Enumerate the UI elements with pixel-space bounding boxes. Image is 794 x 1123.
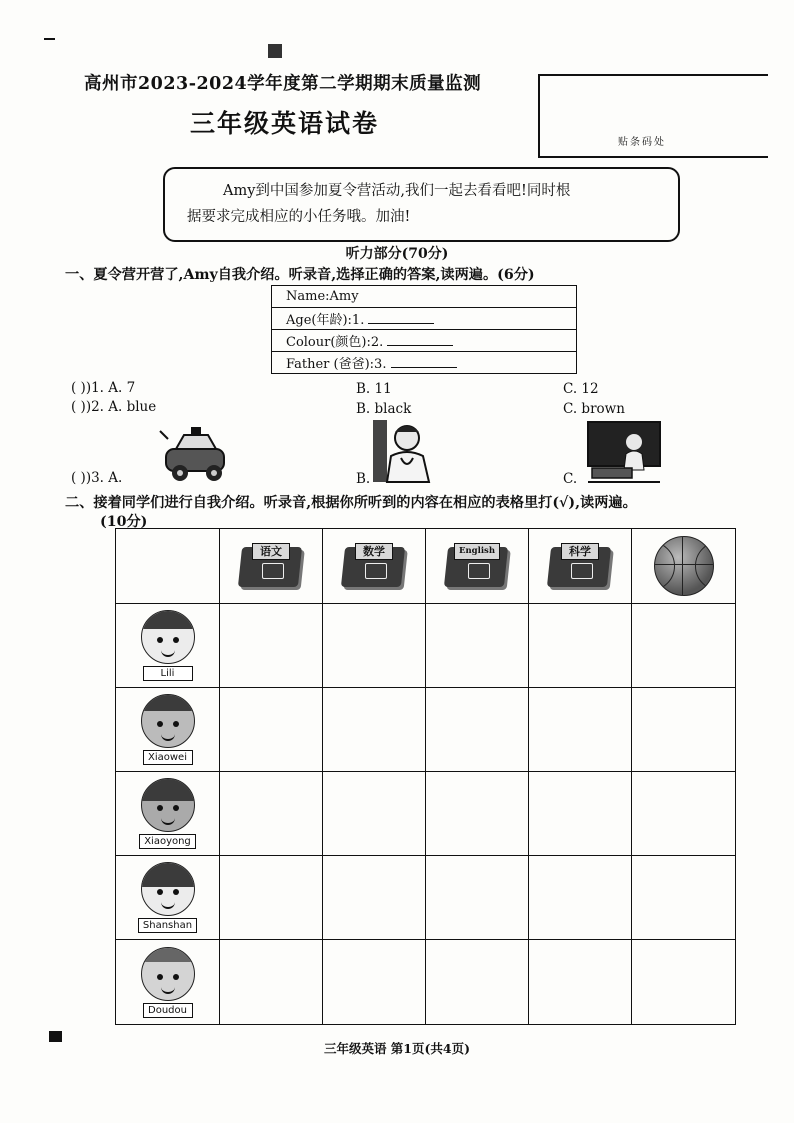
amy-info-table <box>271 285 577 374</box>
check-cell[interactable] <box>529 940 632 1025</box>
student-cell <box>116 604 220 688</box>
q2-row <box>71 399 156 415</box>
grid-row-doudou <box>116 940 736 1025</box>
barcode-area <box>538 74 768 158</box>
info-row-colour: Colour(颜色):2. <box>272 330 577 352</box>
q3-option-a: )3. A. <box>85 470 123 486</box>
check-cell[interactable] <box>632 772 736 856</box>
info-row-age: Age(年龄):1. <box>272 308 577 330</box>
subject-chinese-cell <box>220 529 323 604</box>
check-cell[interactable] <box>426 940 529 1025</box>
answer-blank[interactable] <box>387 333 453 346</box>
check-cell[interactable] <box>632 688 736 772</box>
barcode-label: 贴条码处 <box>618 137 666 148</box>
page-footer: 三年级英语 第1页(共4页) <box>323 1041 471 1056</box>
check-cell[interactable] <box>426 604 529 688</box>
girl-avatar-icon <box>141 947 195 1001</box>
q3-option-b: B. <box>356 471 371 487</box>
q2-option-b: B. black <box>356 401 412 417</box>
check-cell[interactable] <box>632 940 736 1025</box>
check-cell[interactable] <box>632 856 736 940</box>
student-name: Shanshan <box>138 918 197 933</box>
check-cell[interactable] <box>426 772 529 856</box>
subject-english-cell <box>426 529 529 604</box>
exam-title-line1: 高州市2023-2024学年度第二学期期末质量监测 <box>84 74 482 94</box>
section1-heading: 一、夏令营开营了,Amy自我介绍。听录音,选择正确的答案,读两遍。(6分) <box>65 267 535 283</box>
grid-corner-cell <box>116 529 220 604</box>
check-cell[interactable] <box>220 856 323 940</box>
girl-avatar-icon <box>141 862 195 916</box>
self-intro-grid <box>115 528 736 1025</box>
check-cell[interactable] <box>426 688 529 772</box>
grid-row-xiaoyong <box>116 772 736 856</box>
q2-option-a: )2. A. blue <box>85 399 157 415</box>
science-book-icon: 科学 <box>545 541 615 591</box>
student-name: Lili <box>143 666 193 681</box>
doctor-picture-icon <box>371 418 433 484</box>
student-cell <box>116 688 220 772</box>
q2-option-c: C. brown <box>563 401 625 417</box>
student-cell <box>116 772 220 856</box>
intro-line1: Amy到中国参加夏令营活动,我们一起去看看吧!同时根 <box>223 183 571 199</box>
chinese-book-icon: 语文 <box>236 541 306 591</box>
teacher-blackboard-picture-icon <box>586 420 662 484</box>
q1-option-c: C. 12 <box>563 381 599 397</box>
student-name: Doudou <box>143 1003 193 1018</box>
info-row-name: Name:Amy <box>272 286 577 308</box>
girl-avatar-icon <box>141 610 195 664</box>
grid-row-shanshan <box>116 856 736 940</box>
english-book-icon: English <box>442 541 512 591</box>
student-cell <box>116 856 220 940</box>
scan-mark-top-center <box>268 44 282 58</box>
answer-paren[interactable]: ( ) <box>71 380 86 396</box>
check-cell[interactable] <box>632 604 736 688</box>
grid-row-xiaowei <box>116 688 736 772</box>
student-name: Xiaowei <box>143 750 193 765</box>
check-cell[interactable] <box>220 940 323 1025</box>
listening-title: 听力部分(70分) <box>345 246 449 262</box>
check-cell[interactable] <box>529 604 632 688</box>
answer-paren[interactable]: ( ) <box>71 399 86 415</box>
grid-row-lili <box>116 604 736 688</box>
check-cell[interactable] <box>323 604 426 688</box>
student-name: Xiaoyong <box>139 834 196 849</box>
q1-option-a: )1. A. 7 <box>85 380 136 396</box>
check-cell[interactable] <box>323 772 426 856</box>
check-cell[interactable] <box>426 856 529 940</box>
check-cell[interactable] <box>529 772 632 856</box>
subject-science-cell <box>529 529 632 604</box>
taxi-picture-icon <box>158 425 230 485</box>
check-cell[interactable] <box>529 688 632 772</box>
grid-header-row <box>116 529 736 604</box>
section2-heading: 二、接着同学们进行自我介绍。听录音,根据你所听到的内容在相应的表格里打(√),读两遍。 <box>65 495 637 511</box>
subject-math-cell <box>323 529 426 604</box>
boy-avatar-icon <box>141 778 195 832</box>
intro-line2: 据要求完成相应的小任务哦。加油! <box>187 209 411 225</box>
answer-blank[interactable] <box>368 311 434 324</box>
info-row-father: Father (爸爸):3. <box>272 352 577 374</box>
basketball-icon <box>654 536 714 596</box>
check-cell[interactable] <box>323 856 426 940</box>
check-cell[interactable] <box>529 856 632 940</box>
q3-option-c: C. <box>563 471 578 487</box>
answer-blank[interactable] <box>391 355 457 368</box>
check-cell[interactable] <box>220 688 323 772</box>
q1-option-b: B. 11 <box>356 381 392 397</box>
scan-mark-top-left <box>44 38 55 40</box>
check-cell[interactable] <box>323 940 426 1025</box>
student-cell <box>116 940 220 1025</box>
check-cell[interactable] <box>220 604 323 688</box>
answer-paren[interactable]: ( ) <box>71 470 86 486</box>
math-book-icon: 数学 <box>339 541 409 591</box>
check-cell[interactable] <box>220 772 323 856</box>
intro-box <box>163 167 680 242</box>
basketball-cell <box>632 529 736 604</box>
q3-row <box>71 470 122 486</box>
check-cell[interactable] <box>323 688 426 772</box>
q1-row <box>71 380 135 396</box>
exam-title-line2: 三年级英语试卷 <box>190 109 380 138</box>
section2-score: (10分) <box>100 514 148 530</box>
boy-avatar-icon <box>141 694 195 748</box>
